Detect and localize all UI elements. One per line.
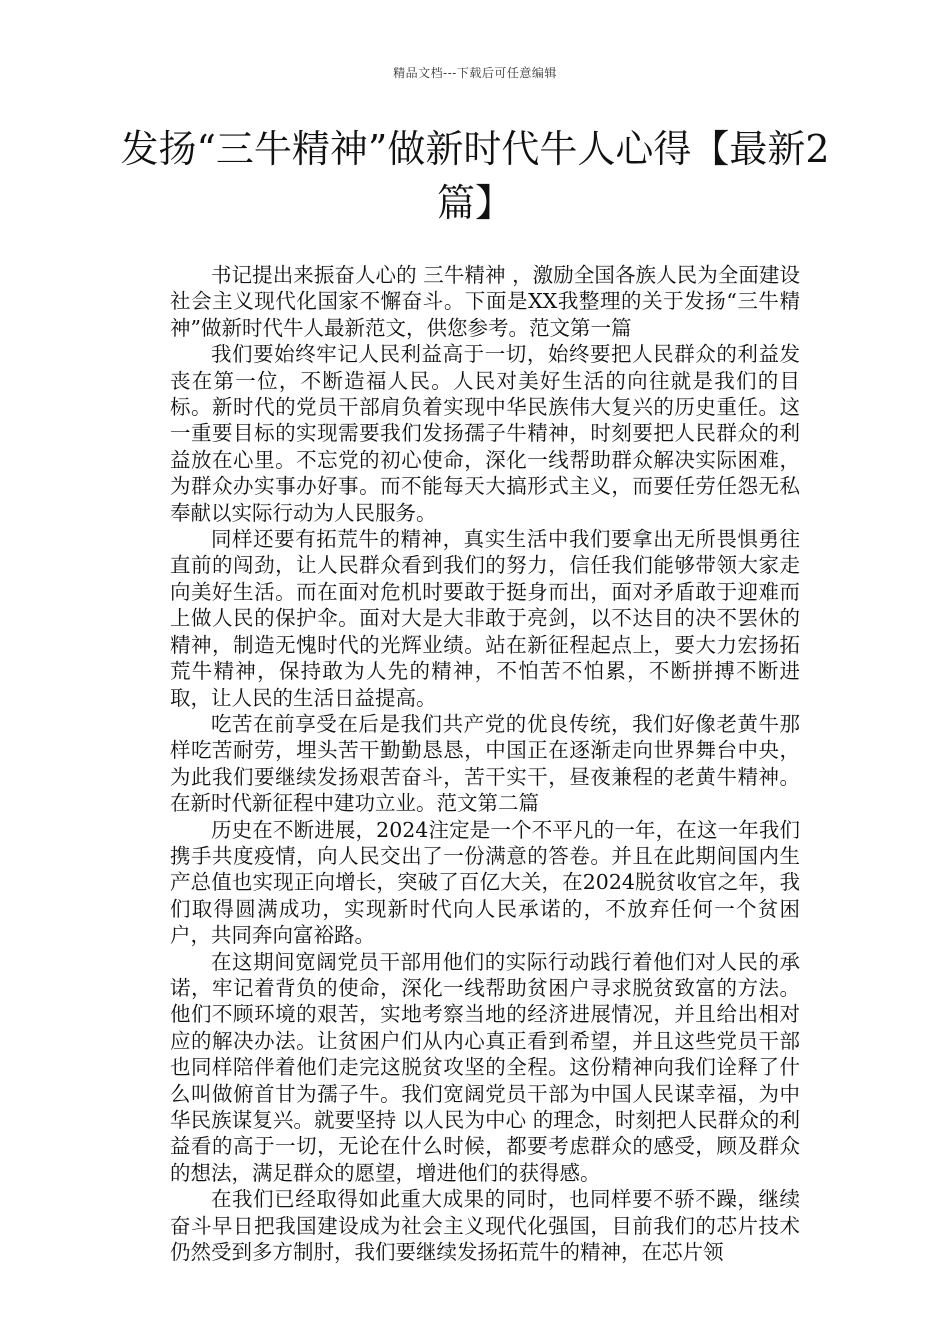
paragraph-2: 我们要始终牢记人民利益高于一切，始终要把人民群众的利益发丧在第一位，不断造福人民。人民对美好生活的向往就是我们的目标。新时代的党员干部肩负着实现中华民族伟大复兴的历史重任。这一重要目标的实现需要我们发扬孺子牛精神，时刻要把人民群众的利益放在心里。不忘党的初心使命，深化一线帮助群众解决实际困难，为群众办实事办好事。而不能每天大搞形式主义，而要任劳任怨无私奉献以实际行动为人民服务。 [170, 342, 800, 525]
paragraph-7: 在我们已经取得如此重大成果的同时，也同样要不骄不躁，继续奋斗早日把我国建设成为社会主义现代化强国，目前我们的芯片技术仍然受到多方制肘，我们要继续发扬拓荒牛的精神，在芯片领 [170, 1187, 800, 1265]
paragraph-5: 历史在不断进展，2024注定是一个不平凡的一年，在这一年我们携手共度疫情，向人民交出了一份满意的答卷。并且在此期间国内生产总值也实现正向增长，突破了百亿大关，在2024脱贫收官之年，我们取得圆满成功，实现新时代向人民承诺的，不放弃任何一个贫困户，共同奔向富裕路。 [170, 817, 800, 948]
paragraph-3: 同样还要有拓荒牛的精神，真实生活中我们要拿出无所畏惧勇往直前的闯劲，让人民群众看到我们的努力，信任我们能够带领大家走向美好生活。而在面对危机时要敢于挺身而出，面对矛盾敢于迎难而上做人民的保护伞。面对大是大非敢于亮剑，以不达目的决不罢休的精神，制造无愧时代的光辉业绩。站在新征程起点上，要大力宏扬拓荒牛精神，保持敢为人先的精神，不怕苦不怕累，不断拼搏不断进取，让人民的生活日益提高。 [170, 527, 800, 710]
document-title: 发扬“三牛精神”做新时代牛人心得【最新2篇】 [120, 127, 830, 225]
paragraph-4: 吃苦在前享受在后是我们共产党的优良传统，我们好像老黄牛那样吃苦耐劳，埋头苦干勤勤恳恳，中国正在逐渐走向世界舞台中央，为此我们要继续发扬艰苦奋斗，苦干实干，昼夜兼程的老黄牛精神。在新时代新征程中建功立业。范文第二篇 [170, 711, 800, 816]
header-note: 精品文档---下载后可任意编辑 [393, 66, 557, 80]
document-body [170, 262, 800, 1265]
paragraph-1: 书记提出来振奋人心的 三牛精神 ，激励全国各族人民为全面建设社会主义现代化国家不懈奋斗。下面是XX我整理的关于发扬“三牛精神”做新时代牛人最新范文，供您参考。范文第一篇 [170, 263, 800, 340]
paragraph-6: 在这期间宽阔党员干部用他们的实际行动践行着他们对人民的承诺，牢记着背负的使命，深化一线帮助贫困户寻求脱贫致富的方法。他们不顾环境的艰苦，实地考察当地的经济进展情况，并且给出相对应的解决办法。让贫困户们从内心真正看到希望，并且这些党员干部也同样陪伴着他们走完这脱贫攻坚的全程。这份精神向我们诠释了什么叫做俯首甘为孺子牛。我们宽阔党员干部为中国人民谋幸福，为中华民族谋复兴。就要坚持 以人民为中心 的理念，时刻把人民群众的利益看的高于一切，无论在什么时候，都要考虑群众的感受，顾及群众的想法，满足群众的愿望，增进他们的获得感。 [170, 949, 800, 1185]
